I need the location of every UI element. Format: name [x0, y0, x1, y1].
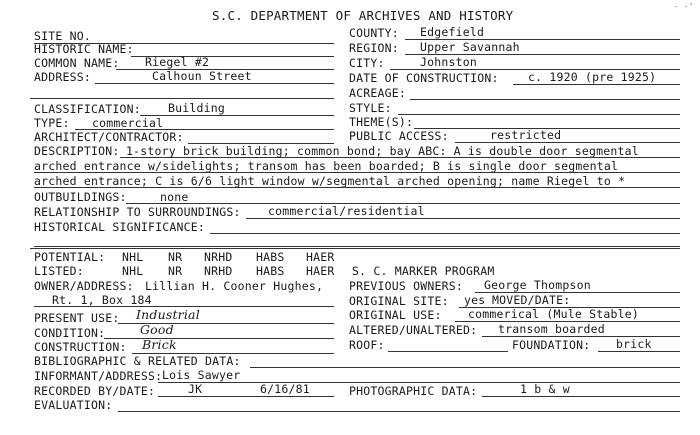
potential-haer: HAER — [306, 250, 335, 264]
original-use-label: ORIGINAL USE: — [349, 308, 442, 322]
potential-label: POTENTIAL: — [34, 250, 106, 264]
corner-mark: - -’ — [674, 2, 694, 11]
date-construction-value: c. 1920 (pre 1925) — [528, 70, 657, 84]
description-line-1: 1-story brick building; common bond; bay ABC: A is double door segmental — [126, 144, 639, 158]
county-value: Edgefield — [420, 25, 485, 39]
condition-line — [104, 338, 334, 339]
condition-label: CONDITION: — [34, 326, 106, 340]
description-label: DESCRIPTION: — [34, 144, 120, 158]
foundation-value: brick — [616, 337, 652, 351]
photographic-label: PHOTOGRAPHIC DATA: — [349, 384, 478, 398]
date-construction-line — [513, 84, 680, 85]
listed-nhl: NHL — [122, 264, 144, 278]
date-construction-label: DATE OF CONSTRUCTION: — [349, 71, 499, 85]
common-name-value: Riegel #2 — [145, 55, 210, 69]
listed-nrhd: NRHD — [204, 264, 233, 278]
type-value: commercial — [92, 116, 164, 130]
construction-value: Brick — [142, 337, 177, 352]
original-site-label: ORIGINAL SITE: — [349, 294, 449, 308]
altered-label: ALTERED/UNALTERED: — [349, 323, 478, 337]
relationship-value: commercial/residential — [268, 204, 425, 218]
style-label: STYLE: — [349, 101, 392, 115]
owner-label: OWNER/ADDRESS: — [34, 279, 134, 293]
owner-value-2: Rt. 1, Box 184 — [52, 293, 152, 307]
city-value: Johnston — [420, 55, 477, 69]
evaluation-label: EVALUATION: — [34, 398, 113, 412]
recorded-line — [158, 396, 334, 397]
evaluation-line — [118, 411, 680, 412]
marker-program: S. C. MARKER PROGRAM — [352, 264, 495, 278]
photographic-value: 1 b & w — [520, 382, 570, 396]
recorded-label: RECORDED BY/DATE: — [34, 384, 156, 398]
relationship-label: RELATIONSHIP TO SURROUNDINGS: — [34, 205, 241, 219]
section-rule-2 — [30, 248, 680, 249]
potential-nrhd: NRHD — [204, 250, 233, 264]
architect-label: ARCHITECT/CONTRACTOR: — [34, 130, 184, 144]
bibliographic-line — [250, 367, 680, 368]
form-header: S.C. DEPARTMENT OF ARCHIVES AND HISTORY — [212, 8, 514, 23]
listed-nr: NR — [168, 264, 183, 278]
recorded-initials: JK — [188, 382, 203, 396]
acreage-label: ACREAGE: — [349, 86, 406, 100]
address-value: Calhoun Street — [152, 69, 252, 83]
listed-haer: HAER — [306, 264, 335, 278]
description-line-2: arched entrance w/sidelights; transom has been boarded; B is single door segmental — [34, 159, 619, 173]
potential-nr: NR — [168, 250, 183, 264]
altered-value: transom boarded — [498, 322, 605, 336]
listed-habs: HABS — [256, 264, 285, 278]
construction-label: CONSTRUCTION: — [34, 340, 127, 354]
acreage-line — [410, 99, 680, 100]
previous-owners-value: George Thompson — [484, 278, 591, 292]
historical-significance-line-2 — [34, 246, 680, 247]
region-value: Upper Savannah — [420, 40, 520, 54]
public-access-label: PUBLIC ACCESS: — [349, 129, 449, 143]
original-use-value: commerical (Mule Stable) — [468, 307, 639, 321]
classification-value: Building — [168, 101, 225, 115]
theme-label: THEME(S): — [349, 115, 414, 129]
informant-label: INFORMANT/ADDRESS: — [34, 369, 163, 383]
roof-label: ROOF: — [349, 338, 385, 352]
city-label: CITY: — [349, 56, 385, 70]
public-access-line — [455, 142, 680, 143]
informant-value: Lois Sawyer — [162, 368, 241, 382]
potential-habs: HABS — [256, 250, 285, 264]
bibliographic-label: BIBLIOGRAPHIC & RELATED DATA: — [34, 354, 241, 368]
listed-label: LISTED: — [34, 264, 84, 278]
address-label: ADDRESS: — [34, 70, 91, 84]
style-line — [398, 114, 680, 115]
common-name-label: COMMON NAME: — [34, 56, 120, 70]
relationship-line — [246, 218, 680, 219]
recorded-date: 6/16/81 — [260, 382, 310, 396]
public-access-value: restricted — [490, 128, 562, 142]
condition-value: Good — [140, 322, 174, 337]
classification-line — [140, 115, 334, 116]
owner-value: Lillian H. Cooner Hughes, — [145, 279, 324, 293]
previous-owners-label: PREVIOUS OWNERS: — [349, 279, 463, 293]
photographic-line — [482, 396, 680, 397]
roof-line — [388, 351, 508, 352]
outbuildings-label: OUTBUILDINGS: — [34, 190, 127, 204]
site-no-label: SITE NO. — [34, 29, 91, 43]
address-line — [95, 83, 334, 84]
original-site-value: yes — [464, 293, 486, 307]
description-rule-3 — [34, 187, 680, 188]
description-rule-2 — [34, 172, 680, 173]
section-rule — [30, 98, 334, 99]
potential-nhl: NHL — [122, 250, 144, 264]
moved-date-label: MOVED/DATE: — [492, 293, 571, 307]
historic-name-label: HISTORIC NAME: — [34, 42, 134, 56]
description-rule-1 — [120, 157, 680, 158]
type-label: TYPE: — [34, 116, 70, 130]
foundation-label: FOUNDATION: — [512, 338, 591, 352]
historical-significance-label: HISTORICAL SIGNIFICANCE: — [34, 220, 205, 234]
present-use-label: PRESENT USE: — [34, 311, 120, 325]
region-label: REGION: — [349, 41, 399, 55]
description-line-3: arched entrance; C is 6/6 light window w/segmental arched opening; name Riegel to * — [34, 174, 626, 188]
classification-label: CLASSIFICATION: — [34, 102, 141, 116]
county-label: COUNTY: — [349, 26, 399, 40]
informant-line — [158, 382, 680, 383]
historical-significance-line — [210, 233, 680, 234]
foundation-line — [598, 351, 680, 352]
outbuildings-value: none — [160, 190, 189, 204]
present-use-value: Industrial — [136, 307, 200, 322]
